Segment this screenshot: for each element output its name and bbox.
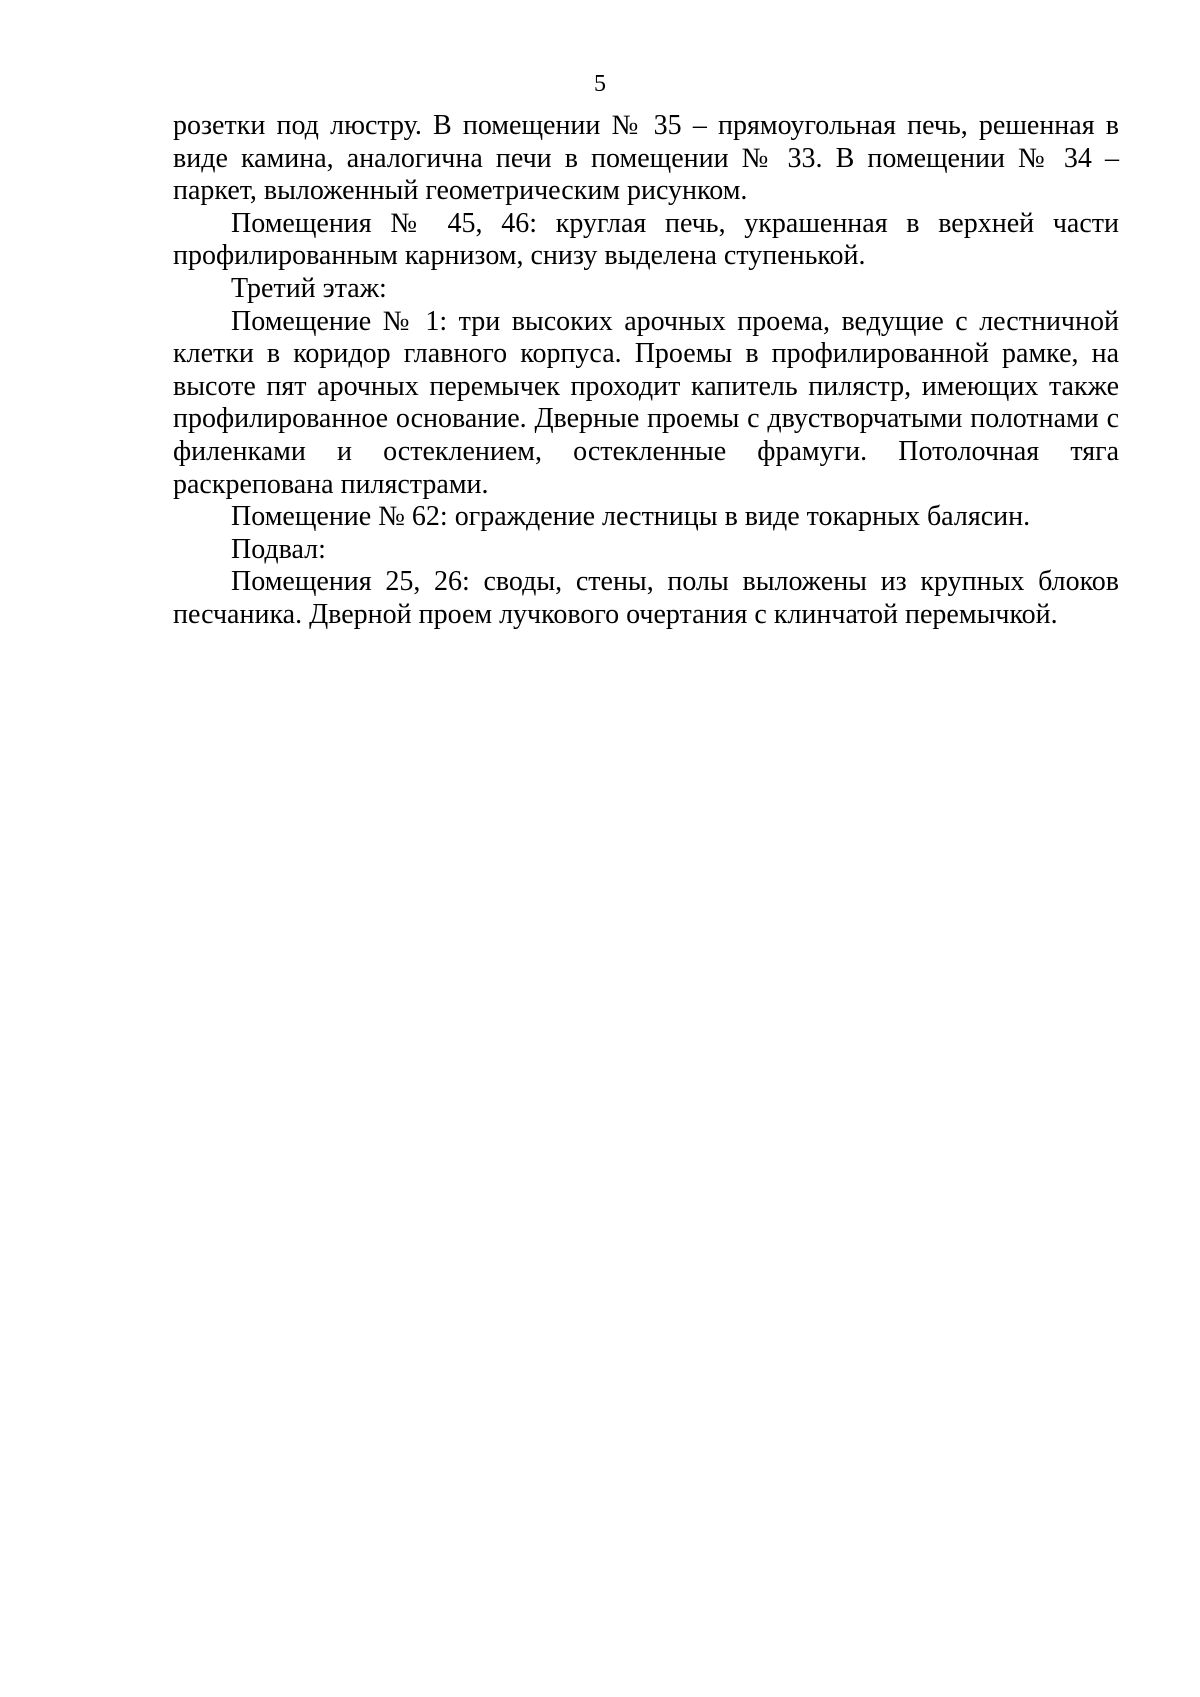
- paragraph-rooms-45-46: Помещения № 45, 46: круглая печь, украшенная в верхней части профилированным карнизом, снизу выделена ступенькой.: [173, 207, 1119, 272]
- heading-basement: Подвал:: [231, 533, 326, 565]
- paragraph-room-1: Помещение № 1: три высоких арочных проема, ведущие с лестничной клетки в коридор главного корпуса. Проемы в профилированной рамке, на высоте пят арочных перемычек проходит капитель пилястр, имеющих также профилированное основание. Дверные проемы с двустворчатыми полотнами с филенками и остеклением, остекленные фрамуги. Потолочная тяга раскрепована пилястрами.: [173, 305, 1119, 500]
- page-number: 5: [594, 71, 606, 97]
- paragraph-room-35-continued: розетки под люстру. В помещении № 35 – прямоугольная печь, решенная в виде камина, аналогична печи в помещении № 33. В помещении № 34 – паркет, выложенный геометрическим рисунком.: [173, 110, 1119, 207]
- paragraph-rooms-25-26: Помещения 25, 26: своды, стены, полы выложены из крупных блоков песчаника. Дверной проем лучкового очертания с клинчатой перемычкой.: [173, 566, 1119, 630]
- heading-third-floor: Третий этаж:: [231, 272, 387, 304]
- paragraph-room-62: Помещение № 62: ограждение лестницы в виде токарных балясин.: [231, 501, 1031, 533]
- document-body: [173, 110, 1119, 632]
